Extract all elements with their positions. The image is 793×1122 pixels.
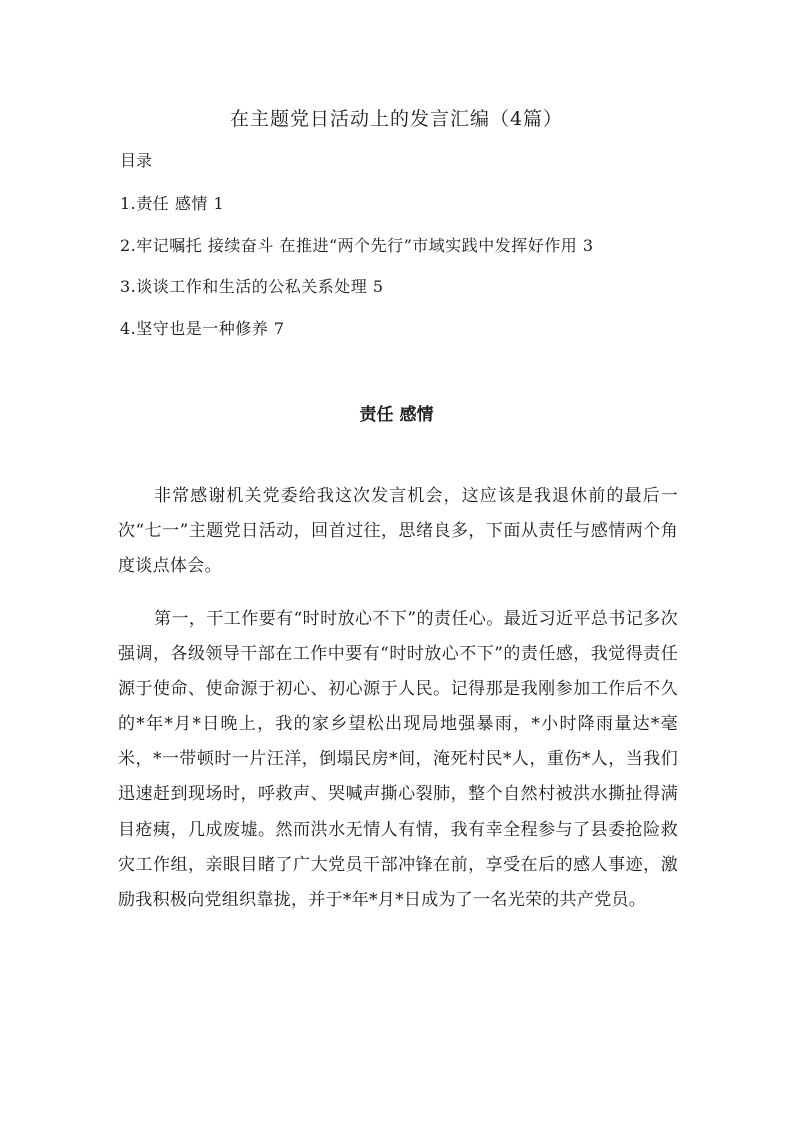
body-paragraph: 第一，干工作要有“时时放心不下”的责任心。最近习近平总书记多次强调，各级领导干部在工作中要有“时时放心不下”的责任感，我觉得责任源于使命、使命源于初心、初心源于人民。记得那是我刚参加工作后不久的*年*月*日晚上，我的家乡望松出现局地强暴雨，*小时降雨量达*毫米，*一带顿时一片汪洋，倒塌民房*间，淹死村民*人，重伤*人，当我们迅速赶到现场时，呼救声、哭喊声撕心裂肺，整个自然村被洪水撕扯得满目疮痍，几成废墟。然而洪水无情人有情，我有幸全程参与了县委抢险救灾工作组，亲眼目睹了广大党员干部冲锋在前，享受在后的感人事迹，激励我积极向党组织靠拢，并于*年*月*日成为了一名光荣的共产党员。 <box>118 609 678 910</box>
body-paragraph: 非常感谢机关党委给我这次发言机会，这应该是我退休前的最后一次“七一”主题党日活动，回首过往，思绪良多，下面从责任与感情两个角度谈点体会。 <box>118 486 678 577</box>
section-title: 责任 感情 <box>359 405 434 425</box>
toc-item[interactable]: 2.牢记嘱托 接续奋斗 在推进“两个先行”市域实践中发挥好作用 3 <box>120 236 594 255</box>
toc-item[interactable]: 1.责任 感情 1 <box>120 194 225 213</box>
document-title: 在主题党日活动上的发言汇编（4篇） <box>229 108 564 130</box>
toc-item[interactable]: 4.坚守也是一种修养 7 <box>120 319 285 338</box>
toc-heading: 目录 <box>120 151 153 170</box>
toc-item[interactable]: 3.谈谈工作和生活的公私关系处理 5 <box>120 277 384 296</box>
